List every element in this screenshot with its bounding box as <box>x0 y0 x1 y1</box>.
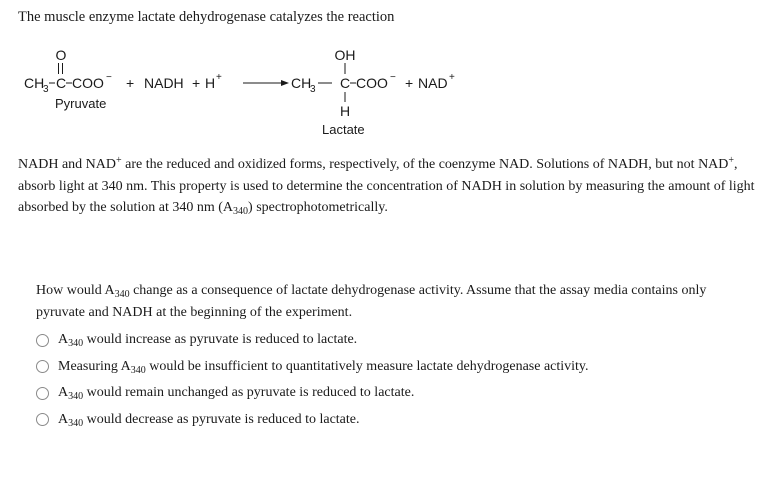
reaction-scheme <box>0 0 772 150</box>
reaction-diagram <box>0 0 772 150</box>
reactant-charge: − <box>106 72 112 83</box>
radio-button[interactable] <box>36 334 49 347</box>
plus-sign-3: + <box>405 75 414 91</box>
question-text: How would $A_{340}$ change as a consequence of lactate dehydrogenase activity. Assume that the assay media contains only pyruvate and NADH at the beginning of the experiment. <box>36 283 707 320</box>
product-hydroxyl: OH <box>334 47 356 63</box>
reactant-carbon: C <box>56 75 67 91</box>
reactant-ch3-subscript: 3 <box>43 84 49 95</box>
product-carbon: C <box>340 75 351 91</box>
option-label[interactable]: $A_{340}$ would decrease as pyruvate is reduced to lactate. <box>58 411 360 429</box>
answer-option[interactable] <box>36 380 589 407</box>
answer-options <box>36 327 589 433</box>
option-label[interactable]: $A_{340}$ would remain unchanged as pyruvate is reduced to lactate. <box>58 385 415 403</box>
product-ch3-subscript: 3 <box>310 84 316 95</box>
nad-label: NAD <box>418 75 448 91</box>
nad-charge: + <box>449 72 455 83</box>
reactant-ch3: CH <box>24 75 45 91</box>
reactant-name: Pyruvate <box>55 96 107 111</box>
answer-option[interactable] <box>36 407 589 434</box>
product-hydrogen: H <box>339 103 351 119</box>
proton-label: H <box>205 75 216 91</box>
option-label[interactable]: Measuring $A_{340}$ would be insufficient to quantitatively measure lactate dehydrogenase activity. <box>58 358 589 376</box>
proton-charge: + <box>216 72 222 83</box>
product-charge: − <box>390 72 396 83</box>
plus-sign-2: + <box>192 75 201 91</box>
product-name: Lactate <box>322 122 365 137</box>
answer-option[interactable] <box>36 354 589 381</box>
explanation-paragraph: NADH and NAD+ are the reduced and oxidized forms, respectively, of the coenzyme NAD. Solutions of NADH, but not NAD+, absorb light at 340 nm. This property is used to determine the concentration of NADH in solution by measuring the amount of light absorbed by the solution at 340 nm $(A_{340})$ spectrophotometrically. <box>18 155 755 217</box>
reactant-oxygen: O <box>55 47 67 63</box>
reaction-arrow-head <box>281 80 289 86</box>
product-carboxylate: COO <box>356 75 388 91</box>
radio-button[interactable] <box>36 360 49 373</box>
radio-button[interactable] <box>36 387 49 400</box>
plus-sign-1: + <box>126 75 135 91</box>
option-label[interactable]: $A_{340}$ would increase as pyruvate is reduced to lactate. <box>58 332 358 350</box>
answer-option[interactable] <box>36 327 589 354</box>
intro-text: The muscle enzyme lactate dehydrogenase catalyzes the reaction <box>18 9 395 25</box>
product-ch3: CH <box>291 75 312 91</box>
reactant-carboxylate: COO <box>72 75 104 91</box>
radio-button[interactable] <box>36 413 49 426</box>
nadh-label: NADH <box>144 75 184 91</box>
